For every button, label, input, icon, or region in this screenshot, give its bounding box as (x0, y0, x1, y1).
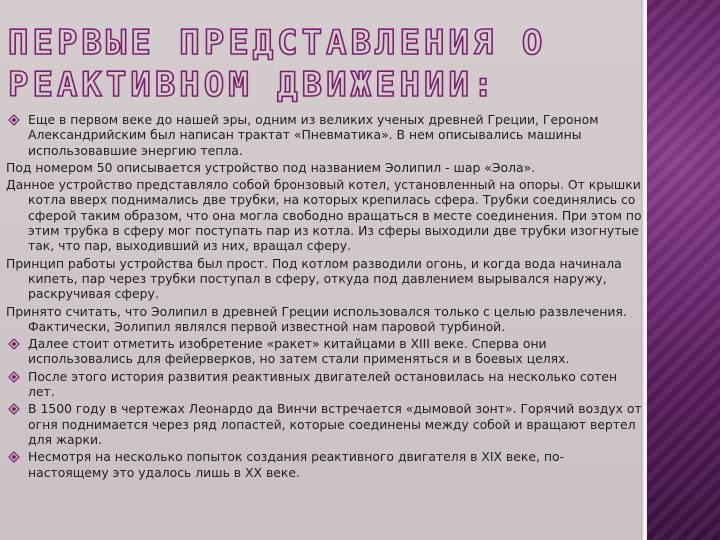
paragraph-history-stopped (6, 369, 642, 400)
paragraph-text: В 1500 году в чертежах Леонардо да Винчи встречается «дымовой зонт». Горячий воздух от огня поднимается через ряд лопастей, которые соединены между собой и вращают вертел для жарки. (28, 401, 642, 447)
paragraph-number-50: Под номером 50 описывается устройство под названием Эолипил - шар «Эола». (6, 159, 536, 175)
slide-body (6, 112, 642, 482)
paragraph-text: Несмотря на несколько попыток создания реактивного двигателя в XIX веке, по-настоящему это удалось лишь в XX веке. (28, 449, 564, 480)
paragraph-19th-century (6, 449, 642, 480)
paragraph-text: Еще в первом веке до нашей эры, одним из великих ученых древней Греции, Героном Александрийским был написан трактат «Пневматика». В нем описывались машины использовавшие энергию тепла. (28, 112, 599, 158)
paragraph-text: После этого история развития реактивных двигателей остановилась на несколько сотен лет. (28, 368, 618, 400)
bullet-icon (8, 114, 20, 126)
paragraph-chinese-rockets (6, 336, 642, 367)
bullet-icon (8, 451, 20, 463)
bullet-icon (8, 403, 20, 415)
decorative-purple-strip (647, 0, 720, 540)
bullet-icon (8, 371, 20, 383)
paragraph-working-principle: Принцип работы устройства был прост. Под котлом разводили огонь, и когда вода начинала кипеть, пар через трубки поступал в сферу, откуда под давлением вырывался наружу, раскручивая сферу. (6, 255, 622, 302)
bullet-icon (8, 338, 20, 350)
paragraph-aeolipile-turbine: Принято считать, что Эолипил в древней Греции использовался только с целью развлечения. Фактически, Эолипил являлся первой известной нам паровой турбиной. (6, 303, 627, 334)
paragraph-heron (6, 112, 642, 158)
paragraph-leonardo (6, 401, 642, 447)
paragraph-device-description: Данное устройство представляло собой бронзовый котел, установленный на опоры. От крышки котла вверх поднимались две трубки, на которых крепилась сфера. Трубки соединялись со сферой таким образом, что она могла свободно вращаться в месте соединения. При этом по этим трубка в сферу мог поступать пар из котла. Из сферы выходили две трубки изогнутые так, что пар, выходивший из них, вращал сферу. (6, 177, 642, 254)
slide-title: ПЕРВЫЕ ПРЕДСТАВЛЕНИЯ О РЕАКТИВНОМ ДВИЖЕНИИ: (8, 23, 547, 105)
paragraph-text: Далее стоит отметить изобретение «ракет» китайцами в XIII веке. Сперва они использовались для фейерверков, но затем стали применяться и в боевых целях. (28, 336, 570, 367)
